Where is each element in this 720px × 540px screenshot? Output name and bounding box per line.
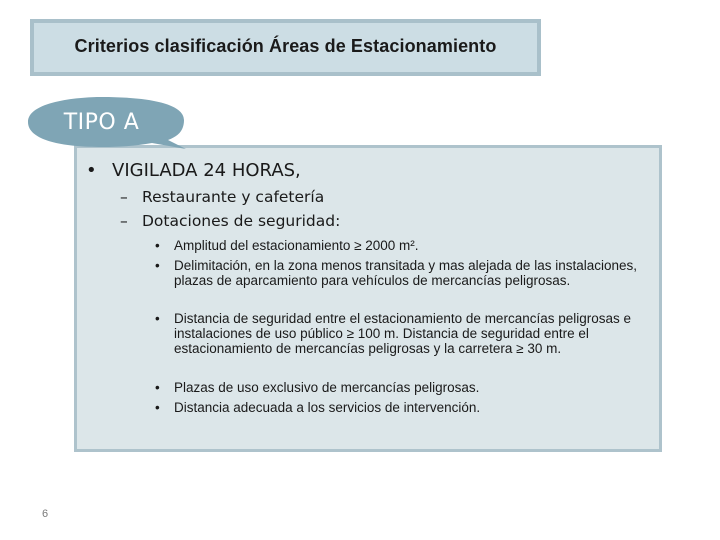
sub-item-text: Dotaciones de seguridad:	[142, 212, 341, 230]
sub-item-text: Restaurante y cafetería	[142, 188, 325, 206]
detail-text: Delimitación, en la zona menos transitada y mas alejada de las instalaciones, plazas de aparcamiento para vehículos de mercancías peligrosas.	[174, 258, 638, 288]
callout-label: TIPO A	[63, 109, 140, 135]
detail-text: Plazas de uso exclusivo de mercancías peligrosas.	[174, 380, 480, 395]
detail-text: Amplitud del estacionamiento ≥ 2000 m².	[174, 238, 419, 253]
detail-item	[155, 238, 645, 253]
page-number: 6	[42, 508, 49, 520]
detail-item	[155, 400, 645, 415]
sub-item	[120, 212, 340, 230]
bullet-icon: •	[155, 258, 160, 273]
dash-icon: –	[120, 212, 128, 230]
main-bullet-text: VIGILADA 24 HORAS,	[112, 160, 301, 181]
detail-item	[155, 258, 645, 288]
main-bullet-item	[86, 160, 301, 181]
bullet-icon: •	[86, 160, 97, 181]
bullet-icon: •	[155, 238, 160, 253]
sub-item	[120, 188, 324, 206]
detail-text: Distancia de seguridad entre el estacionamiento de mercancías peligrosas e instalaciones de uso público ≥ 100 m. Distancia de seguridad entre el estacionamiento de mercancías peligrosas y la carretera ≥ 30 m.	[174, 311, 632, 356]
title-box	[30, 19, 541, 76]
detail-text: Distancia adecuada a los servicios de intervención.	[174, 400, 481, 415]
bullet-icon: •	[155, 400, 160, 415]
bullet-icon: •	[155, 380, 160, 395]
bullet-icon: •	[155, 311, 160, 326]
slide-title: Criterios clasificación Áreas de Estacionamiento	[74, 36, 497, 56]
detail-item	[155, 311, 645, 356]
detail-item	[155, 380, 645, 395]
tipo-callout	[16, 94, 187, 150]
dash-icon: –	[120, 188, 128, 206]
